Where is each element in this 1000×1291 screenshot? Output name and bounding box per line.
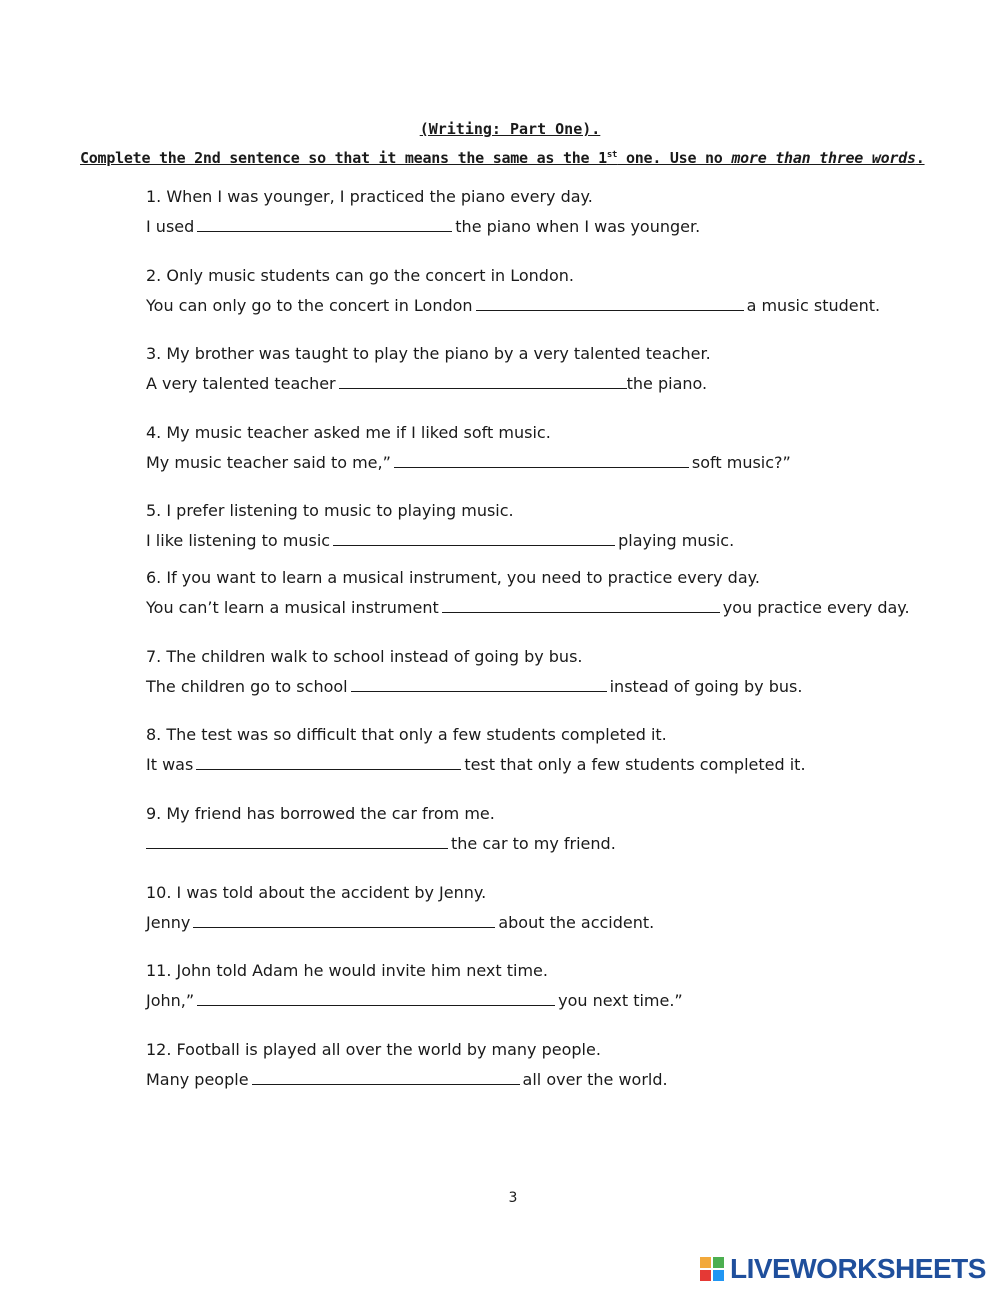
answer-prefix: John,” <box>146 991 195 1010</box>
answer-suffix: about the accident. <box>498 913 655 932</box>
answer-prefix: It was <box>146 755 194 774</box>
answer-prefix: I used <box>146 217 195 236</box>
answer-suffix: you next time.” <box>558 991 683 1010</box>
answer-prefix: A very talented teacher <box>146 374 336 393</box>
answer-blank[interactable] <box>197 990 555 1006</box>
instruction-prefix: Complete the 2nd sentence so that it means the same as the 1 <box>80 149 607 167</box>
question-sentence: 11. John told Adam he would invite him next time. <box>146 961 548 980</box>
question-sentence: 6. If you want to learn a musical instrument, you need to practice every day. <box>146 568 760 587</box>
question-sentence: 10. I was told about the accident by Jenny. <box>146 883 487 902</box>
instruction-italic: more than three words <box>731 149 916 167</box>
answer-prefix: Jenny <box>146 913 191 932</box>
answer-blank[interactable] <box>476 295 744 311</box>
answer-blank[interactable] <box>442 597 720 613</box>
question-sentence: 12. Football is played all over the world by many people. <box>146 1040 601 1059</box>
answer-blank[interactable] <box>351 676 607 692</box>
instruction-end: . <box>915 149 925 167</box>
answer-blank[interactable] <box>146 833 448 849</box>
question-sentence: 7. The children walk to school instead of going by bus. <box>146 647 583 666</box>
answer-suffix: all over the world. <box>522 1070 668 1089</box>
question-sentence: 4. My music teacher asked me if I liked soft music. <box>146 423 551 442</box>
question-sentence: 8. The test was so difficult that only a few students completed it. <box>146 725 667 744</box>
answer-prefix: My music teacher said to me,” <box>146 453 391 472</box>
question-sentence: 9. My friend has borrowed the car from me. <box>146 804 495 823</box>
worksheet-title: (Writing: Part One). <box>419 120 601 138</box>
page-number: 3 <box>508 1190 518 1206</box>
answer-prefix: I like listening to music <box>146 531 331 550</box>
answer-blank[interactable] <box>193 912 495 928</box>
instruction-mid: one. Use no <box>617 149 732 167</box>
answer-suffix: playing music. <box>618 531 735 550</box>
question-sentence: 1. When I was younger, I practiced the piano every day. <box>146 187 593 206</box>
answer-prefix: You can’t learn a musical instrument <box>146 598 439 617</box>
answer-blank[interactable] <box>333 530 615 546</box>
logo-text: LIVEWORKSHEETS <box>730 1253 986 1284</box>
answer-prefix: Many people <box>146 1070 249 1089</box>
answer-suffix: instead of going by bus. <box>609 677 803 696</box>
answer-suffix: the piano. <box>626 374 708 393</box>
answer-blank[interactable] <box>197 216 452 232</box>
question-sentence: 3. My brother was taught to play the piano by a very talented teacher. <box>146 344 711 363</box>
answer-blank[interactable] <box>252 1069 520 1085</box>
answer-suffix: the piano when I was younger. <box>455 217 701 236</box>
answer-suffix: soft music?” <box>691 453 791 472</box>
question-sentence: 2. Only music students can go the concert in London. <box>146 266 574 285</box>
instruction <box>80 149 980 167</box>
liveworksheets-logo[interactable] <box>700 1253 986 1285</box>
answer-suffix: the car to my friend. <box>451 834 616 853</box>
answer-blank[interactable] <box>339 373 627 389</box>
liveworksheets-cube-icon <box>700 1257 724 1281</box>
answer-suffix: you practice every day. <box>722 598 910 617</box>
answer-blank[interactable] <box>196 754 461 770</box>
answer-prefix: The children go to school <box>146 677 348 696</box>
answer-prefix: You can only go to the concert in London <box>146 296 473 315</box>
question-sentence: 5. I prefer listening to music to playing music. <box>146 501 514 520</box>
answer-suffix: a music student. <box>746 296 881 315</box>
instruction-superscript: st <box>606 150 618 160</box>
answer-blank[interactable] <box>394 452 689 468</box>
answer-suffix: test that only a few students completed it. <box>464 755 806 774</box>
